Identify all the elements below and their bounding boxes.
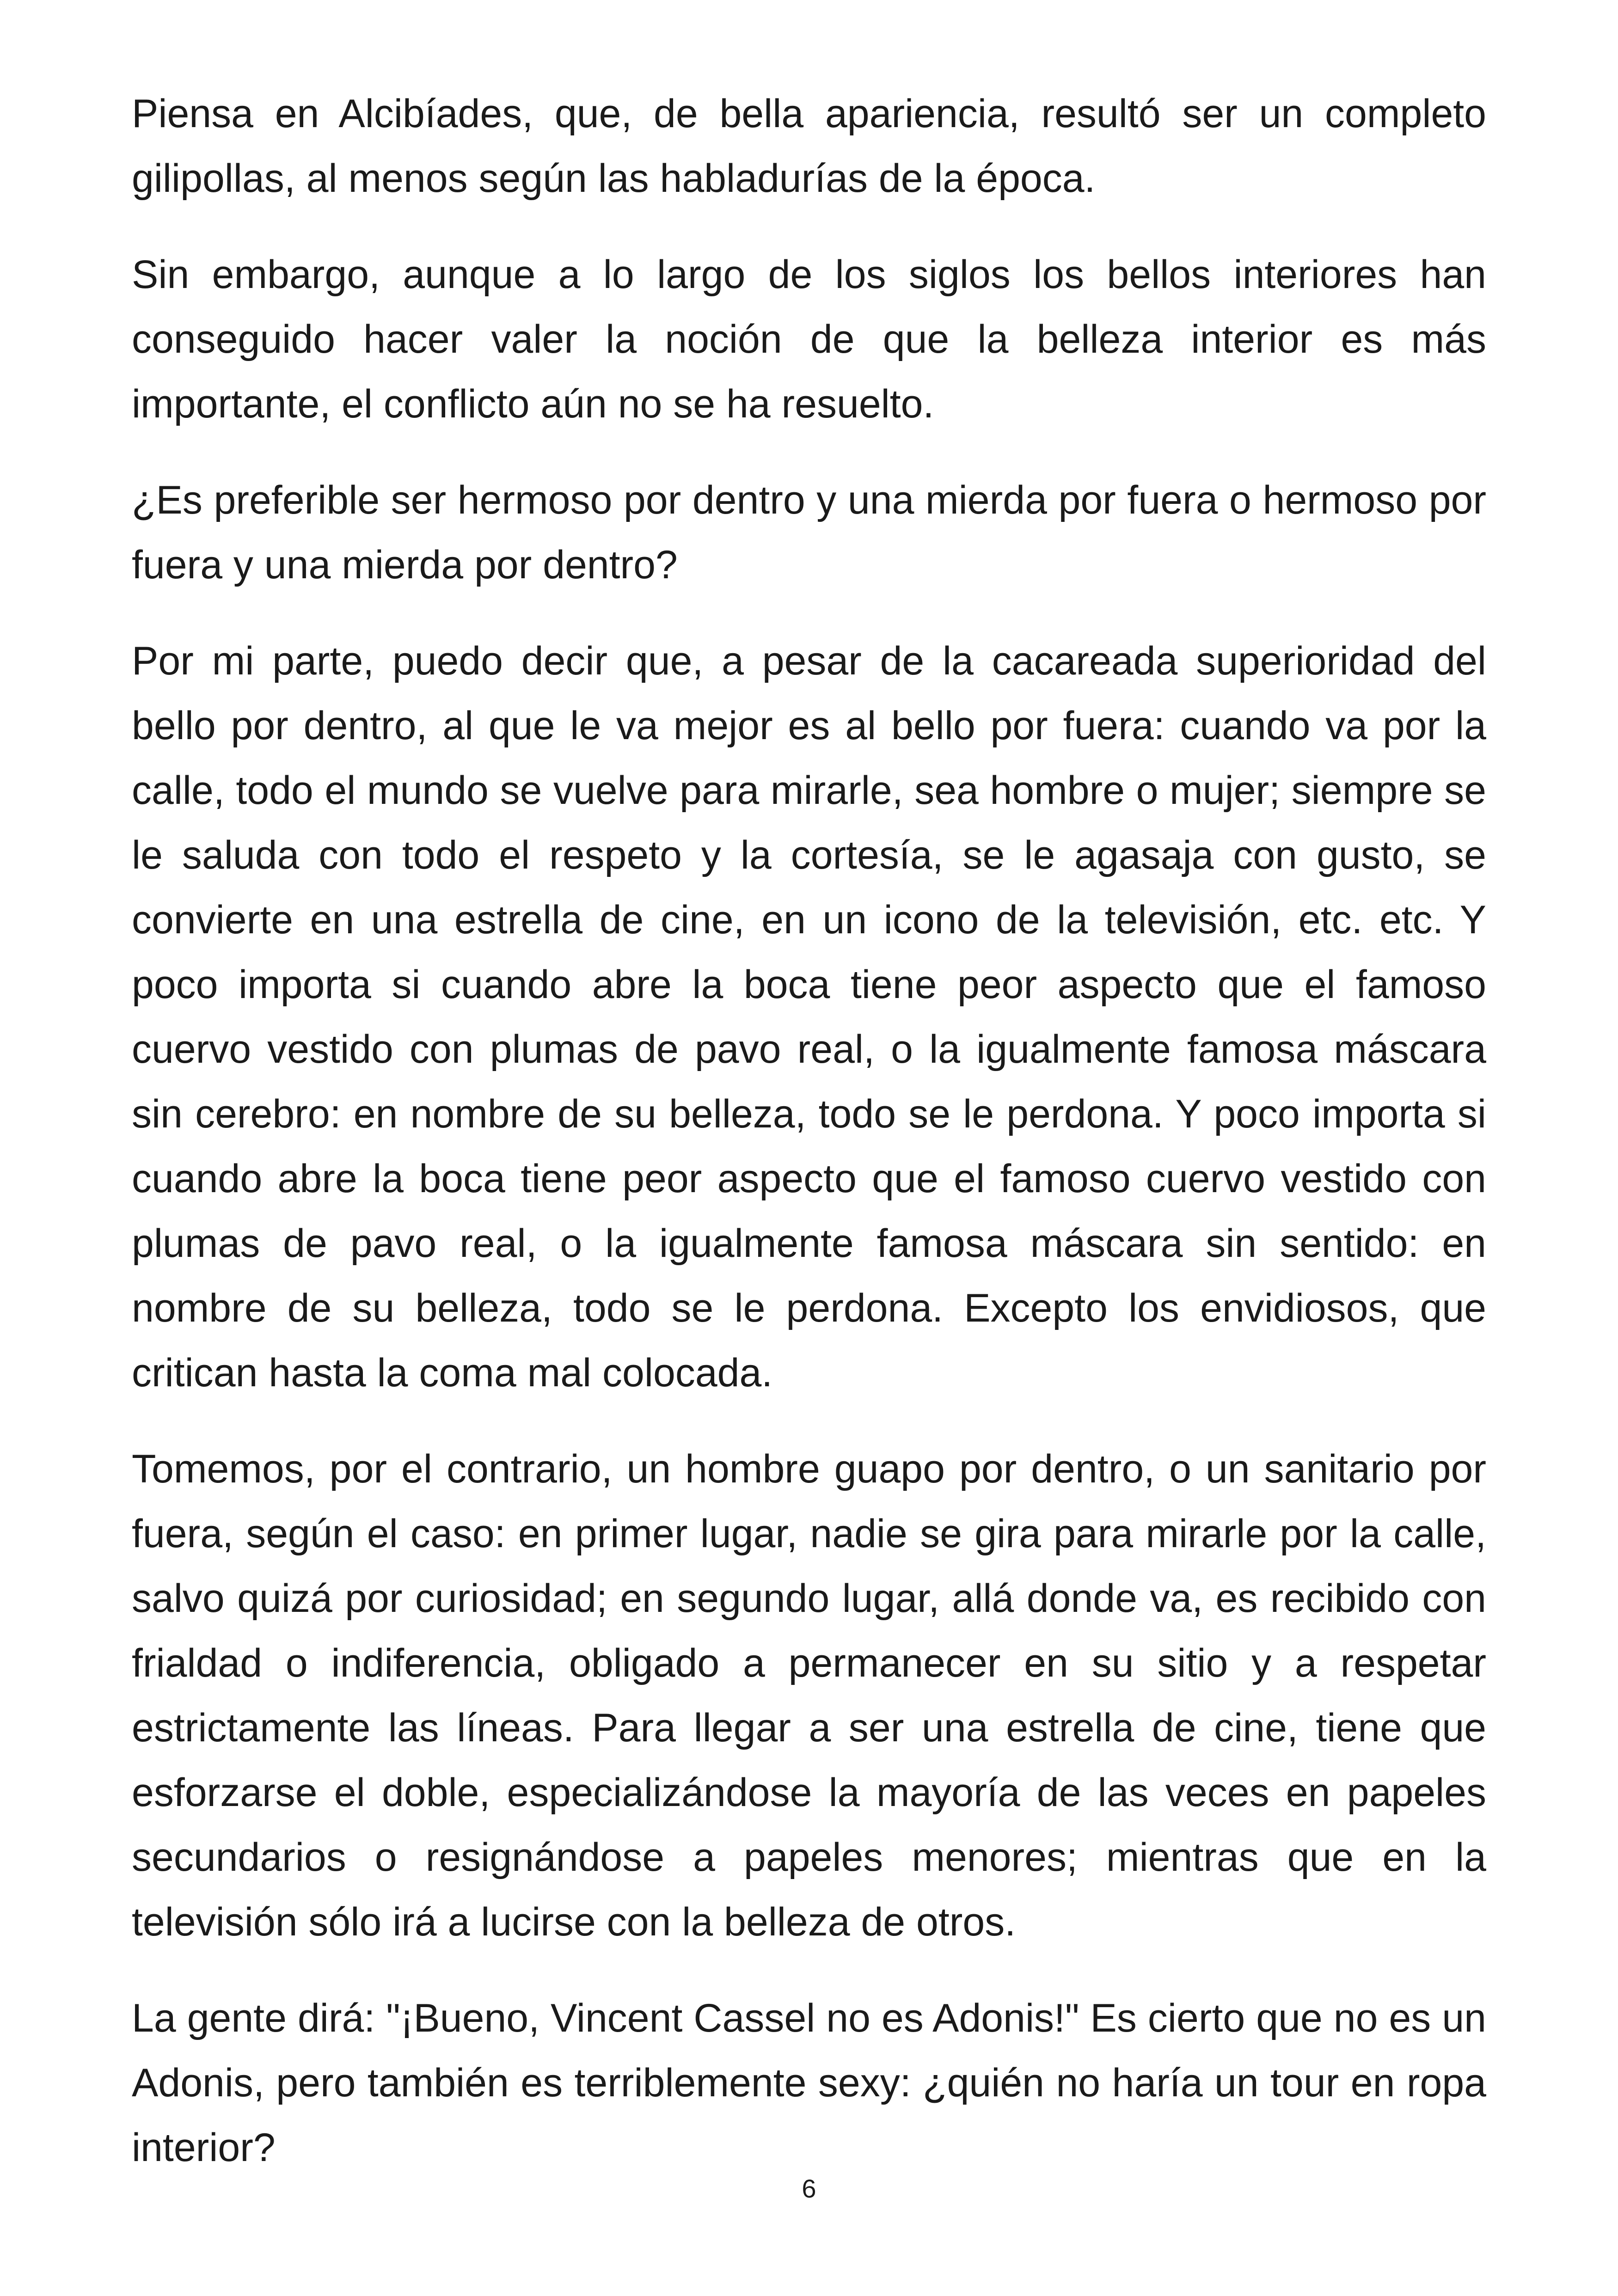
paragraph: Piensa en Alcibíades, que, de bella apariencia, resultó ser un completo gilipollas, al menos según las habladurías de la época. bbox=[132, 92, 1486, 201]
paragraph: Tomemos, por el contrario, un hombre guapo por dentro, o un sanitario por fuera, según el caso: en primer lugar, nadie se gira para mirarle por la calle, salvo quizá por curiosidad; en segundo lugar, allá donde va, es recibido con frialdad o indiferencia, obligado a permanecer en su sitio y a respetar estrictamente las líneas. Para llegar a ser una estrella de cine, tiene que esforzarse el doble, especializándose la mayoría de las veces en papeles secundarios o resignándose a papeles menores; mientras que en la televisión sólo irá a lucirse con la belleza de otros. bbox=[132, 1447, 1486, 1944]
body-text bbox=[132, 81, 1486, 2211]
page-number: 6 bbox=[802, 2174, 816, 2203]
paragraph: Por mi parte, puedo decir que, a pesar de la cacareada superioridad del bello por dentro, al que le va mejor es al bello por fuera: cuando va por la calle, todo el mundo se vuelve para mirarle, sea hombre o mujer; siempre se le saluda con todo el respeto y la cortesía, se le agasaja con gusto, se convierte en una estrella de cine, en un icono de la televisión, etc. etc. Y poco importa si cuando abre la boca tiene peor aspecto que el famoso cuervo vestido con plumas de pavo real, o la igualmente famosa máscara sin cerebro: en nombre de su belleza, todo se le perdona. Y poco importa si cuando abre la boca tiene peor aspecto que el famoso cuervo vestido con plumas de pavo real, o la igualmente famosa máscara sin sentido: en nombre de su belleza, todo se le perdona. Excepto los envidiosos, que critican hasta la coma mal colocada. bbox=[132, 639, 1486, 1395]
paragraph: La gente dirá: "¡Bueno, Vincent Cassel no es Adonis!" Es cierto que no es un Adonis, pero también es terriblemente sexy: ¿quién no haría un tour en ropa interior? bbox=[132, 1996, 1486, 2170]
paragraph: Sin embargo, aunque a lo largo de los siglos los bellos interiores han conseguido hacer valer la noción de que la belleza interior es más importante, el conflicto aún no se ha resuelto. bbox=[132, 252, 1486, 426]
paragraph: ¿Es preferible ser hermoso por dentro y una mierda por fuera o hermoso por fuera y una mierda por dentro? bbox=[132, 478, 1486, 587]
